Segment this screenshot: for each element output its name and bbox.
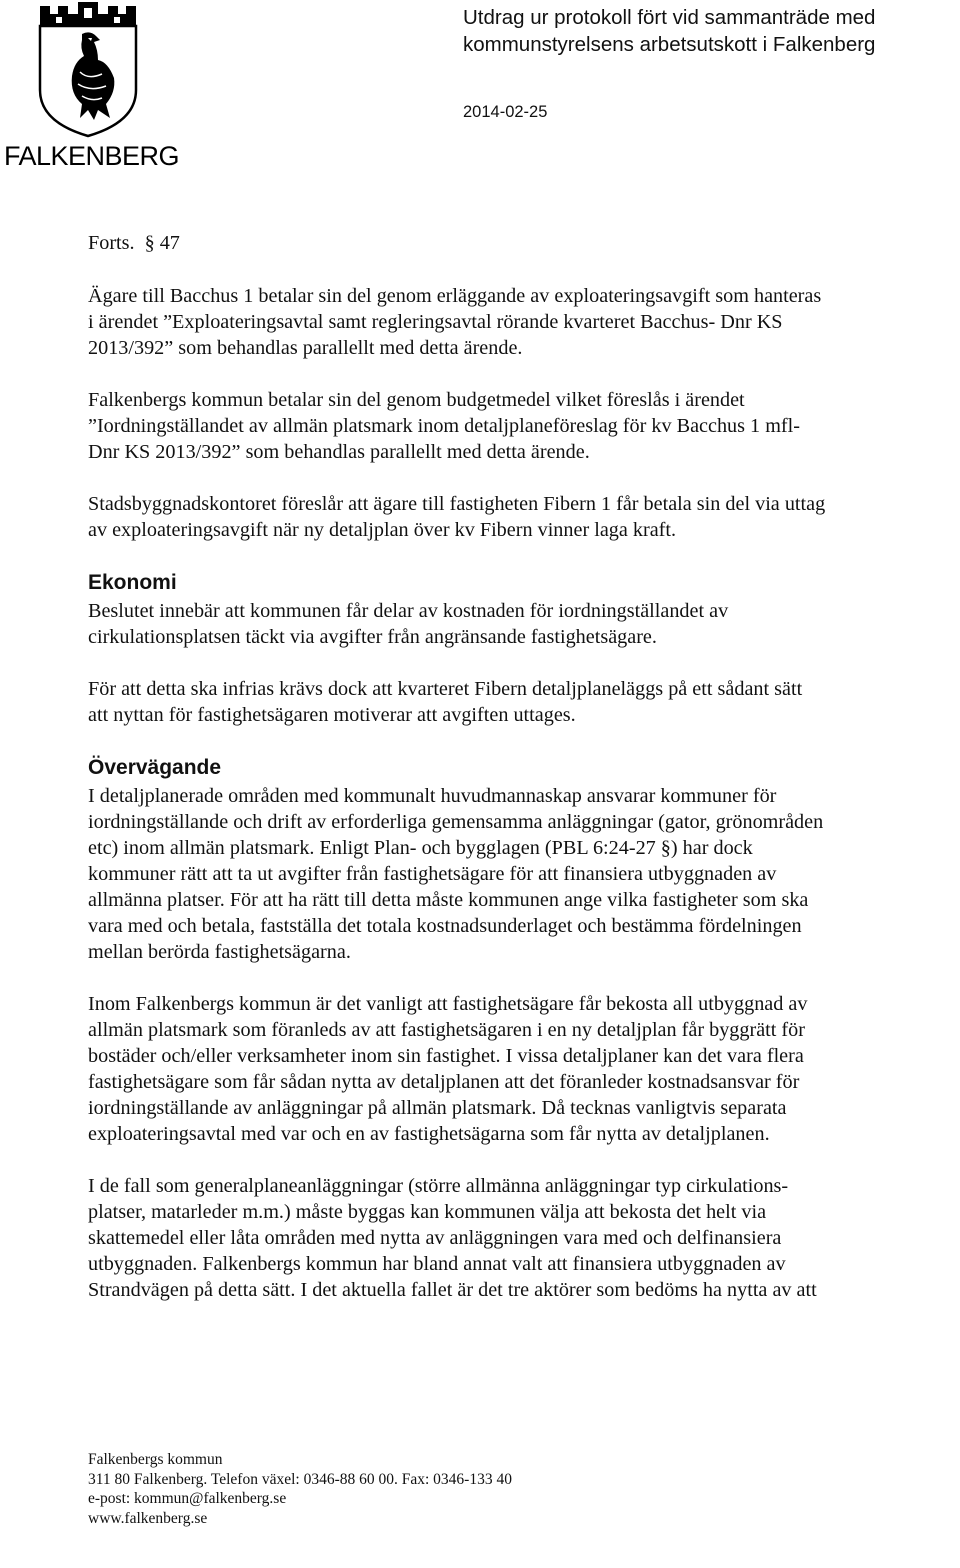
text-line: vara med och betala, fastställa det totala kostnadsunderlaget och bestämma fördelningen: [88, 915, 802, 937]
text-line: etc) inom allmän platsmark. Enligt Plan- och bygglagen (PBL 6:24-27 §) har dock: [88, 837, 753, 859]
text-line: Stadsbyggnadskontoret föreslår att ägare till fastigheten Fibern 1 får betala sin del via uttag: [88, 493, 826, 515]
text-line: Ägare till Bacchus 1 betalar sin del genom erläggande av exploateringsavgift som hanteras: [88, 285, 822, 307]
paragraph-fibern-condition: [88, 676, 960, 728]
text-line: ”Iordningställandet av allmän platsmark inom detaljplaneföreslag för kv Bacchus 1 mfl-: [88, 415, 800, 437]
municipality-logo: [4, 0, 180, 172]
text-line: 2013/392” som behandlas parallellt med detta ärende.: [88, 337, 523, 359]
paragraph-municipality-budget: [88, 387, 960, 465]
text-line: cirkulationsplatsen täckt via avgifter från angränsande fastighetsägare.: [88, 626, 657, 648]
footer-address: 311 80 Falkenberg. Telefon växel: 0346-88 60 00. Fax: 0346-133 40: [88, 1470, 512, 1488]
text-line: allmänna platser. För att ha rätt till detta måste kommunen ange vilka fastigheter som ska: [88, 889, 809, 911]
paragraph-bacchus-owner: [88, 283, 960, 361]
paragraph-overvagande: [88, 783, 960, 965]
protocol-title-line: kommunstyrelsens arbetsutskott i Falkenberg: [463, 33, 876, 56]
paragraph-general-plan: [88, 1173, 960, 1303]
paragraph-ekonomi: [88, 598, 960, 650]
text-line: Inom Falkenbergs kommun är det vanligt att fastighetsägare får bekosta all utbyggnad av: [88, 993, 808, 1015]
heading-ekonomi: Ekonomi: [88, 571, 177, 594]
text-line: i ärendet ”Exploateringsavtal samt regleringsavtal rörande kvarteret Bacchus- Dnr KS: [88, 311, 783, 333]
footer-website: www.falkenberg.se: [88, 1509, 208, 1527]
text-line: iordningställande av anläggningar på allmän platsmark. Då tecknas vanligtvis separata: [88, 1097, 787, 1119]
forts-label: Forts.: [88, 232, 135, 254]
text-line: Falkenbergs kommun betalar sin del genom budgetmedel vilket föreslås i ärendet: [88, 389, 745, 411]
text-line: För att detta ska infrias krävs dock att kvarteret Fibern detaljplaneläggs på ett sådant sätt: [88, 678, 803, 700]
falcon-crest-icon: [36, 0, 140, 138]
text-line: bostäder och/eller verksamheter inom sin fastighet. I vissa detaljplaner kan det vara flera: [88, 1045, 804, 1067]
text-line: iordningställande och drift av erforderliga gemensamma anläggningar (gator, grönområden: [88, 811, 824, 833]
footer-org: Falkenbergs kommun: [88, 1451, 223, 1468]
text-line: Strandvägen på detta sätt. I det aktuella fallet är det tre aktörer som bedöms ha nytta av att: [88, 1279, 817, 1301]
text-line: platser, matarleder m.m.) måste byggas kan kommunen välja att bekosta det helt via: [88, 1201, 767, 1223]
section-continuation: [88, 230, 960, 256]
section-reference: § 47: [144, 232, 180, 254]
text-line: exploateringsavtal med var och en av fastighetsägarna som får nytta av detaljplanen.: [88, 1123, 770, 1145]
text-line: av exploateringsavgift när ny detaljplan över kv Fibern vinner laga kraft.: [88, 519, 677, 541]
text-line: Dnr KS 2013/392” som behandlas parallellt med detta ärende.: [88, 441, 590, 463]
paragraph-fibern-proposal: [88, 491, 960, 543]
heading-overvagande: Övervägande: [88, 756, 222, 779]
text-line: kommuner rätt att ta ut avgifter från fastighetsägare för att finansiera utbyggnaden av: [88, 863, 777, 885]
text-line: Beslutet innebär att kommunen får delar av kostnaden för iordningställandet av: [88, 600, 729, 622]
protocol-title: [463, 4, 943, 58]
text-line: skattemedel eller låta områden med nytta av anläggningen vara med och delfinansiera: [88, 1227, 782, 1249]
text-line: mellan berörda fastighetsägarna.: [88, 941, 351, 963]
paragraph-falkenberg-practice: [88, 991, 960, 1147]
text-line: I de fall som generalplaneanläggningar (större allmänna anläggningar typ cirkulations-: [88, 1175, 789, 1197]
text-line: utbyggnaden. Falkenbergs kommun har bland annat valt att finansiera utbyggnaden av: [88, 1253, 786, 1275]
footer-email: e-post: kommun@falkenberg.se: [88, 1490, 287, 1507]
text-line: allmän platsmark som föranleds av att fastighetsägaren i en ny detaljplan får byggrätt för: [88, 1019, 805, 1041]
page-footer: [88, 1450, 688, 1528]
document-body: [88, 230, 960, 1329]
meeting-date: 2014-02-25: [463, 103, 548, 121]
text-line: fastighetsägare som får sådan nytta av detaljplanen att det föranleder kostnadsansvar för: [88, 1071, 800, 1093]
text-line: I detaljplanerade områden med kommunalt huvudmannaskap ansvarar kommuner för: [88, 785, 777, 807]
text-line: att nyttan för fastighetsägaren motiverar att avgiften uttages.: [88, 704, 576, 726]
logo-wordmark: FALKENBERG: [4, 141, 180, 171]
protocol-title-line: Utdrag ur protokoll fört vid sammanträde med: [463, 6, 876, 29]
